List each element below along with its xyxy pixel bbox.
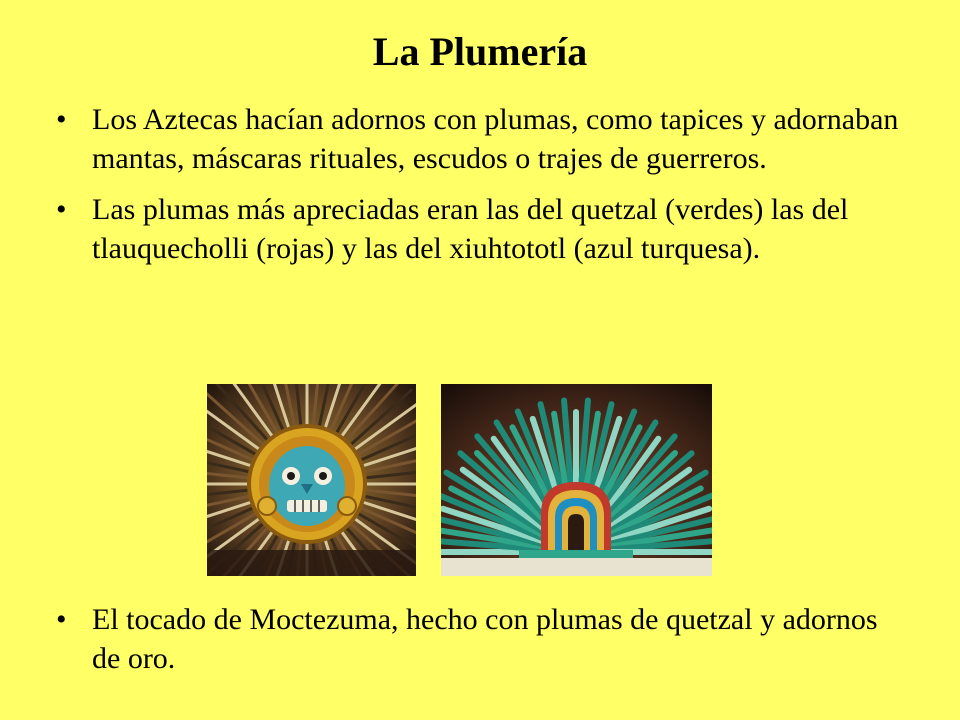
bullet-item <box>56 600 906 678</box>
bullet-item <box>56 100 906 178</box>
bullet-item <box>56 190 906 268</box>
bullet-list <box>56 100 906 268</box>
bullet-dot: • <box>56 103 67 136</box>
headdress-image <box>441 384 712 576</box>
bullet-text: Los Aztecas hacían adornos con plumas, como tapices y adornaban mantas, máscaras rituales, escudos o trajes de guerreros. <box>92 103 899 175</box>
bullet-dot: • <box>56 193 67 226</box>
bullet-dot: • <box>56 603 67 636</box>
bullet-text: Las plumas más apreciadas eran las del quetzal (verdes) las del tlauquecholli (rojas) y las del xiuhtototl (azul turquesa). <box>92 193 849 265</box>
sun-mask-image <box>207 384 416 576</box>
bullet-text: El tocado de Moctezuma, hecho con plumas de quetzal y adornos de oro. <box>92 603 878 675</box>
slide-title: La Plumería <box>372 29 588 74</box>
